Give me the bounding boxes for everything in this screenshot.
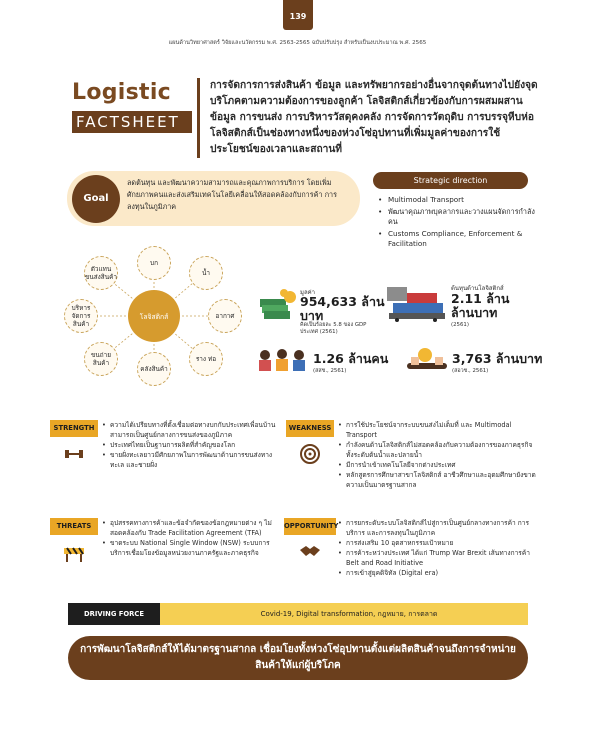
diagram-node-air: อากาศ: [208, 299, 242, 333]
investment-icon: [405, 347, 449, 373]
opportunity-item: • การยกระดับระบบโลจิสติกส์ไปสู่การเป็นศูนย์กลางทางการค้า การบริการ และการลงทุนในภูมิภาค: [338, 518, 538, 538]
strength-list: [102, 420, 277, 470]
opportunity-item: • การเข้าสู่ยุคดิจิทัล (Digital era): [338, 568, 538, 578]
workers-icon: [256, 348, 308, 372]
investment-amount: 3,763 ล้านบาท: [452, 351, 543, 366]
threats-barrier-icon: [62, 540, 86, 564]
strength-dumbbell-icon: [62, 442, 86, 466]
logistics-diagram: [58, 246, 248, 386]
diagram-node-rail-pipe: ราง ท่อ: [189, 342, 223, 376]
value-amount: 954,633 ล้านบาท: [300, 294, 385, 323]
factsheet-subtitle: FACTSHEET: [72, 111, 192, 133]
weakness-target-icon: [298, 442, 322, 466]
strength-item: • ความได้เปรียบทางที่ตั้งเชื่อมต่อทางบกกับประเทศเพื่อนบ้านสามารถเป็นศูนย์กลางการขนส่งของภูมิภาค: [102, 420, 277, 440]
strategic-item: • Customs Compliance, Enforcement & Facilitation: [378, 229, 538, 250]
strategic-item: • พัฒนาคุณภาพบุคลากรและวางแผนจัดการกำลังคน: [378, 207, 538, 228]
diagram-node-warehouse: คลังสินค้า: [137, 352, 171, 386]
value-label: มูลค่า: [300, 289, 316, 296]
strategic-item: • Multimodal Transport: [378, 195, 538, 206]
threats-list: [102, 518, 277, 558]
threats-item: • ขาดระบบ National Single Window (NSW) ระบบการบริการเชื่อมโยงข้อมูลหน่วยงานภาครัฐและภาคธุรกิจ: [102, 538, 277, 558]
cost-note: (2561): [451, 322, 469, 328]
opportunity-label: OPPORTUNITY: [284, 518, 336, 535]
goal-text: ลดต้นทุน และพัฒนาความสามารถและคุณภาพการบริการ โดยเพิ่มศักยภาพคนและส่งเสริมเทคโนโลยีเคลื่อนให้สอดคล้องกับการค้า การลงทุนในภูมิภาค: [127, 178, 337, 211]
cost-label: ต้นทุนด้านโลจิสติกส์: [451, 285, 504, 292]
weakness-list: [338, 420, 538, 490]
cost-amount: 2.11 ล้านล้านบาท: [451, 291, 510, 320]
driving-force-text: Covid-19, Digital transformation, กฎหมาย, การตลาด: [260, 610, 438, 618]
diagram-node-cargo-handling: ขนถ่ายสินค้า: [84, 342, 118, 376]
weakness-item: • การใช้ประโยชน์จากระบบขนส่งไม่เต็มที่ และ Multimodal Transport: [338, 420, 538, 440]
shipping-port-icon: [385, 283, 447, 323]
strength-item: • ประเทศไทยเป็นฐานการผลิตที่สำคัญของโลก: [102, 440, 277, 450]
threats-item: • อุปสรรคทางการค้าและข้อจำกัดของข้อกฎหมายต่าง ๆ ไม่สอดคล้องกับ Trade Facilitation Agreement (TFA): [102, 518, 277, 538]
factsheet-title: Logistic: [72, 80, 172, 105]
weakness-item: • มีการนำเข้าเทคโนโลยีจากต่างประเทศ: [338, 460, 538, 470]
strength-item: • ขายฝั่งทะเลยาวมีศักยภาพในการพัฒนาด้านการขนส่งทางทะเล และชายฝั่ง: [102, 450, 277, 470]
vision-statement: การพัฒนาโลจิสติกส์ให้ได้มาตรฐานสากล เชื่อมโยงทั้งห่วงโซ่อุปทานตั้งแต่ผลิตสินค้าจนถึงการจำหน่ายสินค้าให้แก่ผู้บริโภค: [68, 636, 528, 680]
page-number: 139: [283, 0, 313, 30]
workers-note: (สสช., 2561): [313, 368, 347, 374]
opportunity-item: • การส่งเสริม 10 อุตสาหกรรมเป้าหมาย: [338, 538, 538, 548]
weakness-label: WEAKNESS: [286, 420, 334, 437]
diagram-center: โลจิสติกส์: [128, 290, 180, 342]
diagram-node-water: น้ำ: [189, 256, 223, 290]
threats-label: THREATS: [50, 518, 98, 535]
weakness-item: • หลักสูตรการศึกษาสาขาโลจิสติกส์ อาชีวศึกษาและอุดมศึกษายังขาดความเป็นมาตรฐานสากล: [338, 470, 538, 490]
diagram-node-freight-agent: ตัวแทนขนส่งสินค้า: [84, 256, 118, 290]
investment-note: (สอวช., 2561): [452, 368, 489, 374]
workers-amount: 1.26 ล้านคน: [313, 351, 389, 366]
diagram-node-land: บก: [137, 246, 171, 280]
strategic-direction-list: [378, 195, 538, 251]
strength-label: STRENGTH: [50, 420, 98, 437]
diagram-node-goods-management: บริหารจัดการสินค้า: [64, 299, 98, 333]
weakness-item: • กำลังคนด้านโลจิสติกส์ไม่สอดคล้องกับความต้องการของภาคธุรกิจทั้งระดับต้นน้ำและปลายน้ำ: [338, 440, 538, 460]
goal-badge: Goal: [72, 175, 120, 223]
opportunity-item: • การค้าระหว่างประเทศ ได้แก่ Trump War Brexit เส้นทางการค้า Belt and Road Initiative: [338, 548, 538, 568]
running-header: แผนด้านวิทยาศาสตร์ วิจัยและนวัตกรรม พ.ศ. 2563-2565 ฉบับปรับปรุง สำหรับเป็นงบประมาณ พ.ศ. 2565: [168, 40, 427, 46]
money-icon: [258, 289, 298, 321]
opportunity-handshake-icon: [298, 540, 322, 564]
driving-force-label: DRIVING FORCE: [68, 603, 160, 625]
strategic-direction-heading: Strategic direction: [373, 172, 528, 189]
value-note: คิดเป็นร้อยละ 5.8 ของ GDP ประเทศ (2561): [300, 322, 367, 335]
opportunity-list: [338, 518, 538, 578]
intro-text: การจัดการการส่งสินค้า ข้อมูล และทรัพยากรอย่างอื่นจากจุดต้นทางไปยังจุดบริโภคตามความต้องการของลูกค้า โลจิสติกส์เกี่ยวข้องกับการผสมผสานข้อมูล การขนส่ง การบริหารวัสดุคงคลัง การจัดการวัตถุดิบ การบรรจุหีบห่อ โลจิสติกส์เป็นช่องทางหนึ่งของห่วงโซ่อุปทานที่เพิ่มมูลค่าของการใช้ประโยชน์ของเวลาและสถานที่: [197, 78, 542, 158]
